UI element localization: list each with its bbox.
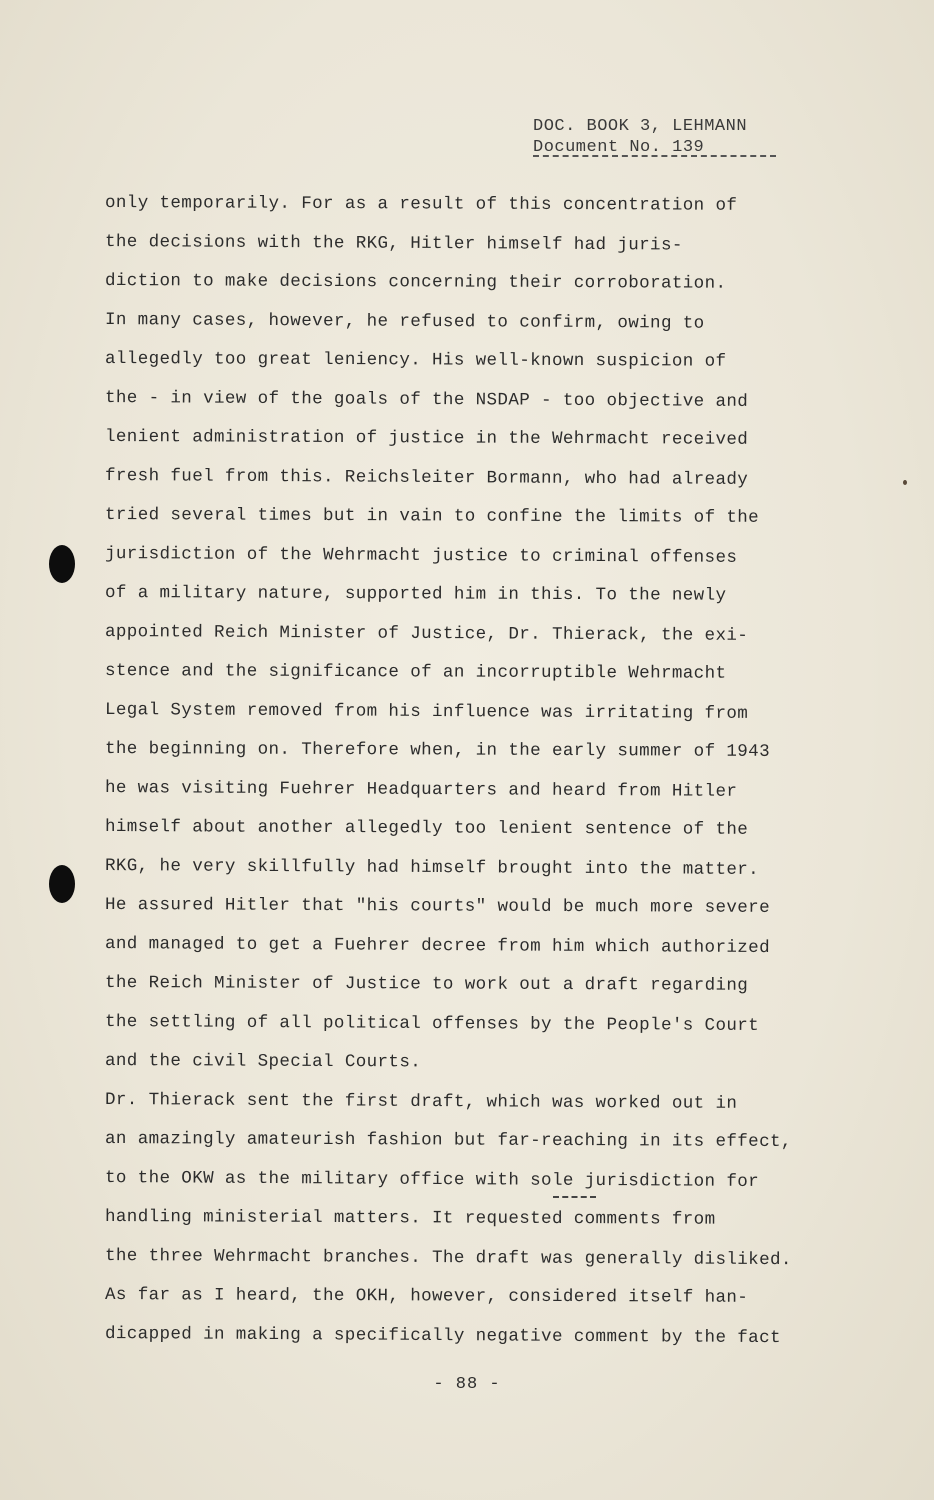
text-line: the settling of all political offenses by the People's Court xyxy=(104,1012,760,1036)
text-line: stence and the significance of an incorruptible Wehrmacht xyxy=(104,661,727,684)
text-line: Legal System removed from his influence was irritating from xyxy=(104,700,749,724)
text-line: and the civil Special Courts. xyxy=(104,1051,422,1073)
text-line: of a military nature, supported him in this. To the newly xyxy=(104,583,727,606)
text-line: diction to make decisions concerning their corroboration. xyxy=(104,271,727,294)
underline-mark xyxy=(553,1196,596,1198)
text-line: an amazingly amateurish fashion but far-reaching in its effect, xyxy=(104,1129,792,1152)
text-line: himself about another allegedly too lenient sentence of the xyxy=(104,817,749,840)
document-header xyxy=(533,116,747,158)
text-line: the - in view of the goals of the NSDAP - too objective and xyxy=(104,388,749,412)
page-number: - 88 - xyxy=(433,1375,501,1394)
text-line: only temporarily. For as a result of this concentration of xyxy=(104,193,738,216)
text-line: and managed to get a Fuehrer decree from him which authorized xyxy=(104,934,771,959)
text-line: As far as I heard, the OKH, however, considered itself han- xyxy=(104,1285,749,1308)
text-line: appointed Reich Minister of Justice, Dr. Thierack, the exi- xyxy=(104,622,749,646)
text-line: the beginning on. Therefore when, in the early summer of 1943 xyxy=(104,739,771,762)
punch-hole xyxy=(49,545,75,583)
text-line: to the OKW as the military office with sole jurisdiction for xyxy=(104,1168,760,1192)
text-line: lenient administration of justice in the Wehrmacht received xyxy=(104,427,749,450)
text-line: he was visiting Fuehrer Headquarters and heard from Hitler xyxy=(104,778,738,802)
text-line: allegedly too great leniency. His well-known suspicion of xyxy=(104,349,727,372)
text-line: He assured Hitler that "his courts" would be much more severe xyxy=(104,895,771,918)
text-line: Dr. Thierack sent the first draft, which was worked out in xyxy=(104,1090,738,1114)
text-line: tried several times but in vain to confine the limits of the xyxy=(104,505,760,528)
text-line: dicapped in making a specifically negative comment by the fact xyxy=(104,1324,781,1349)
punch-hole xyxy=(49,865,75,903)
header-rule xyxy=(533,155,776,157)
text-line: the three Wehrmacht branches. The draft was generally disliked. xyxy=(104,1246,792,1271)
body-text xyxy=(105,184,845,1354)
text-line: RKG, he very skillfully had himself brought into the matter. xyxy=(104,856,760,880)
text-line: fresh fuel from this. Reichsleiter Bormann, who had already xyxy=(104,466,749,490)
document-number: Document No. 139 xyxy=(533,138,705,157)
text-line: jurisdiction of the Wehrmacht justice to criminal offenses xyxy=(104,544,738,568)
text-line: handling ministerial matters. It requested comments from xyxy=(104,1207,716,1230)
paper-speck xyxy=(903,480,907,485)
text-line: In many cases, however, he refused to confirm, owing to xyxy=(104,310,705,334)
doc-book-reference: DOC. BOOK 3, LEHMANN xyxy=(533,117,748,136)
text-line: the Reich Minister of Justice to work out a draft regarding xyxy=(104,973,749,996)
text-line: the decisions with the RKG, Hitler himself had juris- xyxy=(104,232,683,256)
